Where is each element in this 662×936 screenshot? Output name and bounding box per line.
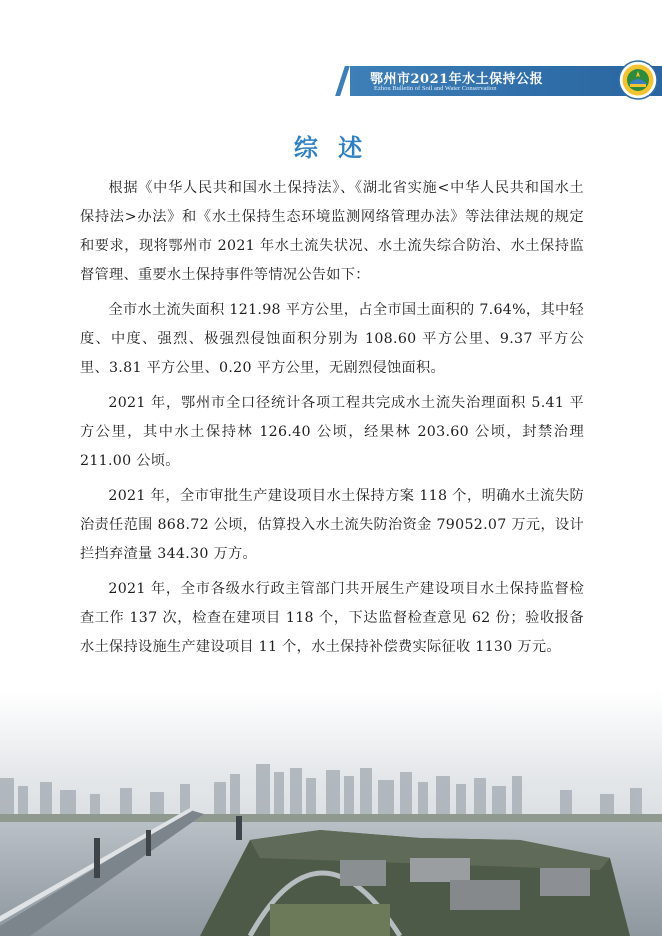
cityscape-photo bbox=[0, 690, 662, 936]
paragraph-erosion-area: 全市水土流失面积 121.98 平方公里，占全市国土面积的 7.64%，其中轻度、中度、强烈、极强烈侵蚀面积分别为 108.60 平方公里、9.37 平方公里、3.81 平方公里、0.20 平方公里，无剧烈侵蚀面积。 bbox=[80, 302, 584, 376]
page-heading: 综 述 bbox=[293, 134, 369, 162]
paragraph-supervision: 2021 年，全市各级水行政主管部门共开展生产建设项目水土保持监督检查工作 137 次，检查在建项目 118 个，下达监督检查意见 62 份；验收报备水土保持设施生产建设项目 11 个，水土保持补偿费实际征收 1130 万元。 bbox=[80, 581, 584, 655]
bulletin-title: 鄂州市2021年水土保持公报 bbox=[370, 72, 544, 87]
body-text bbox=[80, 174, 584, 668]
paragraph-treatment: 2021 年，鄂州市全口径统计各项工程共完成水土流失治理面积 5.41 平方公里，其中水土保持林 126.40 公顷，经果林 203.60 公顷，封禁治理 211.00 公顷。 bbox=[80, 395, 584, 469]
header-stripe bbox=[335, 66, 350, 96]
paragraph-intro: 根据《中华人民共和国水土保持法》、《湖北省实施<中华人民共和国水土保持法>办法》和《水土保持生态环境监测网络管理办法》等法律法规的规定和要求，现将鄂州市 2021 年水土流失状况、水土流失综合防治、水土保持监督管理、重要水土保持事件等情况公告如下： bbox=[80, 180, 584, 283]
paragraph-approval: 2021 年，全市审批生产建设项目水土保持方案 118 个，明确水土流失防治责任范围 868.72 公顷，估算投入水土流失防治资金 79052.07 万元，设计拦挡弃渣量 344.30 万方。 bbox=[80, 488, 584, 562]
bulletin-subtitle: Ezhou Bulletin of Soil and Water Conservation bbox=[374, 85, 497, 92]
bulletin-header bbox=[340, 60, 662, 102]
soil-water-emblem-icon bbox=[618, 60, 658, 100]
